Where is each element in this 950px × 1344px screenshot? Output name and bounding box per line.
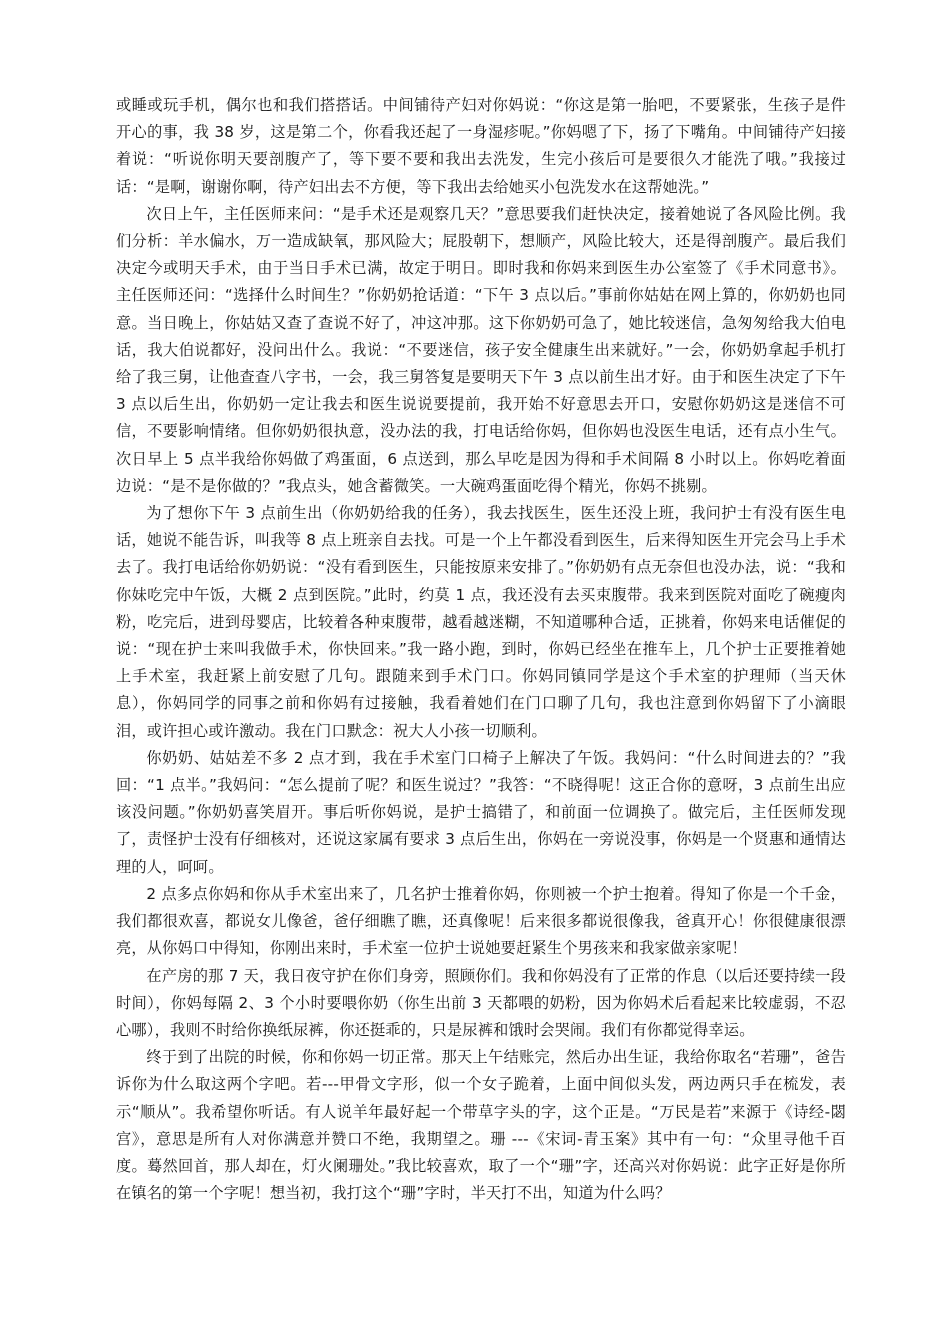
paragraph-6: 在产房的那 7 天，我日夜守护在你们身旁，照顾你们。我和你妈没有了正常的作息（以后还要持续一段时间），你妈每隔 2、3 个小时要喂你奶（你生出前 3 天都喂的奶粉，因为你妈术后看起来比较虚弱，不忍心哪），我则不时给你换纸尿裤，你还挺乖的，只是尿裤和饿时会哭闹。我们有你都觉得幸运。 xyxy=(116,966,846,1039)
paragraph-5: 2 点多点你妈和你从手术室出来了，几名护士推着你妈，你则被一个护士抱着。得知了你是一个千金，我们都很欢喜，都说女儿像爸，爸仔细瞧了瞧，还真像呢！后来很多都说很像我，爸真开心！你很健康很漂亮，从你妈口中得知，你刚出来时，手术室一位护士说她要赶紧生个男孩来和我家做亲家呢！ xyxy=(116,884,846,958)
paragraph-3: 为了想你下午 3 点前生出（你奶奶给我的任务），我去找医生，医生还没上班，我问护士有没有医生电话，她说不能告诉，叫我等 8 点上班亲自去找。可是一个上午都没看到医生，后来得知医生开完会马上手术去了。我打电话给你奶奶说：“没有看到医生，只能按原来安排了。”你奶奶有点无奈但也没办法，说：“我和你妹吃完中午饭，大概 2 点到医院。”此时，约莫 1 点，我还没有去买束腹带。我来到医院对面吃了碗瘦肉粉，吃完后，进到母婴店，比较着各种束腹带，越看越迷糊，不知道哪种合适，正挑着，你妈来电话催促的说：“现在护士来叫我做手术，你快回来。”我一路小跑，到时，你妈已经坐在推车上，几个护士正要推着她上手术室，我赶紧上前安慰了几句。跟随来到手术门口。你妈同镇同学是这个手术室的护理师（当天休息），你妈同学的同事之前和你妈有过接触，我看着她们在门口聊了几句，我也注意到你妈留下了小滴眼泪，或许担心或许激动。我在门口默念：祝大人小孩一切顺利。 xyxy=(116,504,846,740)
paragraph-1: 或睡或玩手机，偶尔也和我们搭搭话。中间铺待产妇对你妈说：“你这是第一胎吧，不要紧张，生孩子是件开心的事，我 38 岁，这是第二个，你看我还起了一身湿疹呢。”你妈嗯了下，扬了下嘴角。中间铺待产妇接着说：“听说你明天要剖腹产了，等下要不要和我出去洗发，生完小孩后可是要很久才能洗了哦。”我接过话：“是啊，谢谢你啊，待产妇出去不方便，等下我出去给她买小包洗发水在这帮她洗。” xyxy=(116,96,846,196)
paragraph-2: 次日上午，主任医师来问：“是手术还是观察几天？”意思要我们赶快决定，接着她说了各风险比例。我们分析：羊水偏水，万一造成缺氧，那风险大；屁股朝下，想顺产，风险比较大，还是得剖腹产。最后我们决定今或明天手术，由于当日手术已满，故定于明日。即时我和你妈来到医生办公室签了《手术同意书》。主任医师还问：“选择什么时间生？”你奶奶抢话道：“下午 3 点以后。”事前你姑姑在网上算的，你奶奶也同意。当日晚上，你姑姑又查了查说不好了，冲这冲那。这下你奶奶可急了，她比较迷信，急匆匆给我大伯电话，我大伯说都好，没问出什么。我说：“不要迷信，孩子安全健康生出来就好。”一会，你奶奶拿起手机打给了我三舅，让他查查八字书，一会，我三舅答复是要明天下午 3 点以前生出才好。由于和医生决定了下午 3 点以后生出，你奶奶一定让我去和医生说说要提前，我开始不好意思去开口，安慰你奶奶这是迷信不可信，不要影响情绪。但你奶奶很执意，没办法的我，打电话给你妈，但你妈也没医生电话，还有点小生气。次日早上 5 点半我给你妈做了鸡蛋面，6 点送到，那么早吃是因为得和手术间隔 8 小时以上。你妈吃着面边说：“是不是你做的？”我点头，她含蓄微笑。一大碗鸡蛋面吃得个精光，你妈不挑剔。 xyxy=(116,204,846,495)
paragraph-7: 终于到了出院的时候，你和你妈一切正常。那天上午结账完，然后办出生证，我给你取名“若珊”，爸告诉你为什么取这两个字吧。若---甲骨文字形，似一个女子跪着，上面中间似头发，两边两只手在梳发，表示“顺从”。我希望你听话。有人说羊年最好起一个带草字头的字，这个正是。“万民是若”来源于《诗经-閟宫》，意思是所有人对你满意并赞口不绝，我期望之。珊 ---《宋词-青玉案》其中有一句：“众里寻他千百度。蓦然回首，那人却在，灯火阑珊处。”我比较喜欢，取了一个“珊”字，还高兴对你妈说：此字正好是你所在镇名的第一个字呢！想当初，我打这个“珊”字时，半天打不出，知道为什么吗？ xyxy=(116,1048,846,1203)
paragraph-4: 你奶奶、姑姑差不多 2 点才到，我在手术室门口椅子上解决了午饭。我妈问：“什么时间进去的？”我回：“1 点半。”我妈问：“怎么提前了呢？和医生说过？”我答：“不晓得呢！这正合你的意呀，3 点前生出应该没问题。”你奶奶喜笑眉开。事后听你妈说，是护士搞错了，和前面一位调换了。做完后，主任医师发现了，责怪护士没有仔细核对，还说这家属有要求 3 点后生出，你妈在一旁说没事，你妈是一个贤惠和通情达理的人，呵呵。 xyxy=(116,748,846,876)
article-body xyxy=(116,92,846,1207)
